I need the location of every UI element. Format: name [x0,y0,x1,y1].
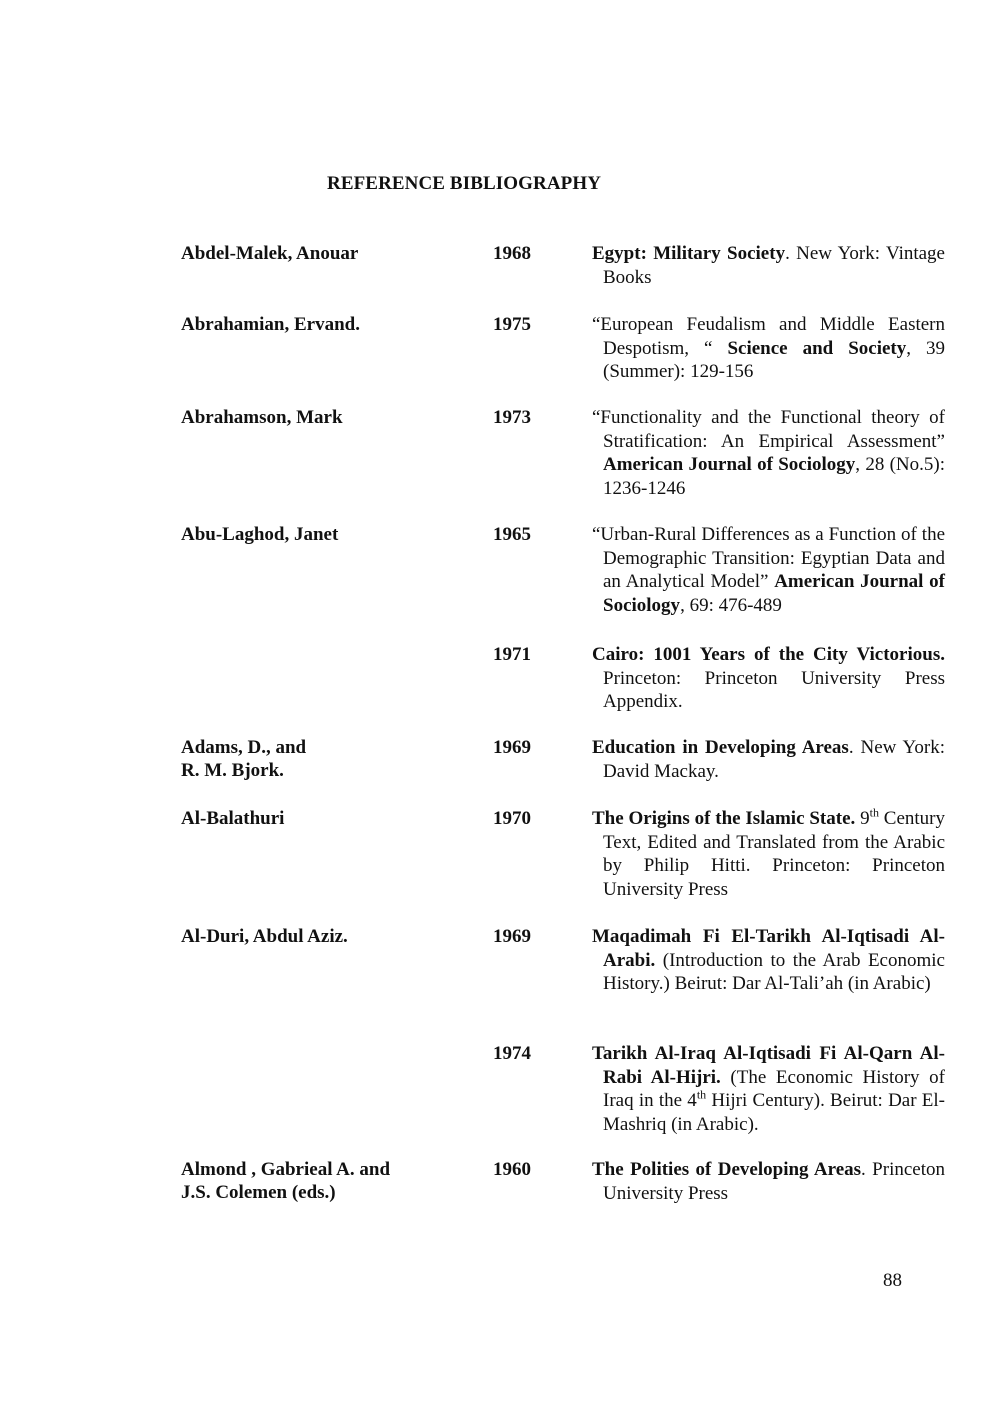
entry-author-line: Almond , Gabrieal A. and [181,1159,391,1180]
citation-title: Cairo: 1001 Years of the City Victorious. [592,644,945,665]
entry-author-line: Abrahamson, Mark [181,407,343,428]
entry-citation [592,1158,945,1205]
citation-text: . New York: Vintage Books [603,243,945,288]
entry-author-line: Abrahamian, Ervand. [181,314,360,335]
citation-title: American Journal of Sociology [603,454,856,475]
entry-author-line: Al-Duri, Abdul Aziz. [181,926,348,947]
entry-year: 1960 [493,1159,531,1180]
citation-title: The Origins of the Islamic State. [592,808,856,829]
entry-year: 1974 [493,1043,531,1064]
entry-author-line: Adams, D., and [181,737,307,758]
page-title: REFERENCE BIBLIOGRAPHY [327,173,602,194]
citation-text: “Functionality and the Functional theory of Stratification: An Empirical Assessment” [592,407,945,452]
entry-author [181,523,471,546]
entry-citation [592,925,945,996]
citation-text: “European Feudalism and Middle Eastern Despotism, “ [592,314,945,359]
citation-text: th [869,805,879,820]
citation-text: . Princeton University Press [603,1159,945,1204]
citation-title: Maqadimah Fi El-Tarikh Al-Iqtisadi Al-Arabi. [592,926,945,971]
entry-author [181,1158,471,1204]
citation-text: (Introduction to the Arab Economic History.) Beirut: Dar Al-Tali’ah (in Arabic) [603,949,945,994]
entry-citation [592,523,945,617]
citation-text: Hijri Century). Beirut: Dar El-Mashriq (in Arabic). [603,1090,946,1135]
citation-text: “Urban-Rural Differences as a Function of the Demographic Transition: Egyptian Data and an Analytical Model” [592,524,945,592]
entry-citation [592,643,945,714]
entry-author [181,807,471,830]
entry-year: 1973 [493,407,531,428]
citation-text: th [696,1087,707,1102]
citation-text: Princeton: Princeton University Press Appendix. [603,667,945,712]
citation-text: . New York: David Mackay. [603,737,945,782]
entry-author [181,313,471,336]
entry-author-line: Abu-Laghod, Janet [181,524,339,545]
entry-author-line: J.S. Colemen (eds.) [181,1182,336,1203]
entry-citation [592,313,945,384]
citation-text: 9 [855,808,870,829]
entry-author-line: Al-Balathuri [181,808,285,829]
citation-text: Century Text, Edited and Translated from the Arabic by Philip Hitti. Princeton: Princeton University Press [603,808,946,900]
entry-author [181,242,471,265]
entry-year: 1968 [493,243,531,264]
citation-title: Egypt: Military Society [592,243,786,264]
entry-author [181,406,471,429]
entry-citation [592,1042,945,1136]
entry-citation [592,807,945,901]
citation-title: American Journal of Sociology [603,571,945,616]
entry-year: 1969 [493,737,531,758]
entry-citation [592,406,945,500]
page-number: 88 [883,1270,902,1291]
citation-title: Science and Society [727,337,907,359]
entry-year: 1970 [493,808,531,829]
citation-title: Tarikh Al-Iraq Al-Iqtisadi Fi Al-Qarn Al-Rabi Al-Hijri. [592,1043,945,1088]
citation-text: , 69: 476-489 [680,594,782,616]
citation-title: The Polities of Developing Areas [592,1159,862,1180]
entry-author-line: Abdel-Malek, Anouar [181,243,359,264]
entry-citation [592,736,945,783]
entry-year: 1971 [493,644,531,665]
entry-author [181,925,471,948]
entry-year: 1975 [493,314,531,335]
citation-text: (The Economic History of Iraq in the 4 [603,1066,945,1111]
entry-author [181,736,471,782]
citation-title: Education in Developing Areas [592,737,849,758]
entry-year: 1965 [493,524,531,545]
entry-citation [592,242,945,289]
entry-author-line: R. M. Bjork. [181,760,284,781]
citation-text: , 39 (Summer): 129-156 [603,337,946,382]
citation-text: , 28 (No.5): 1236-1246 [603,454,945,499]
entry-year: 1969 [493,926,531,947]
